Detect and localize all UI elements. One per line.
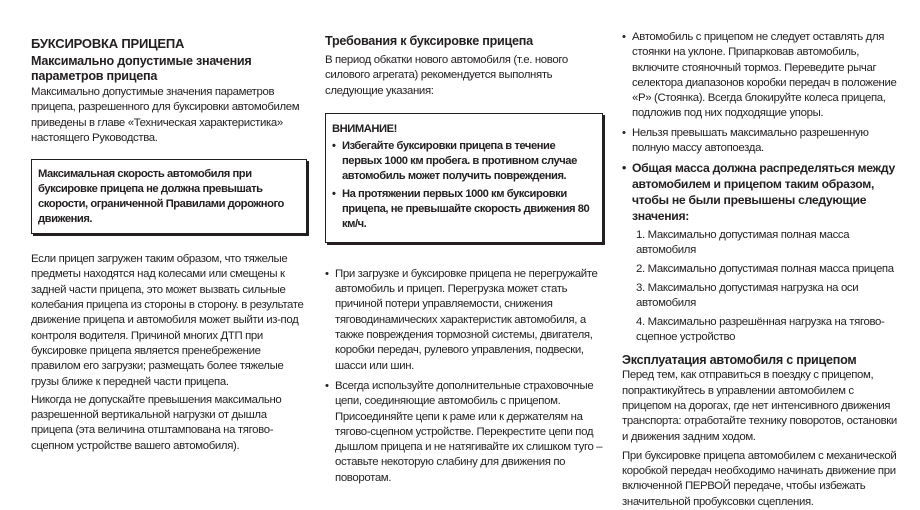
- list-item: • Общая масса должна распределяться между автомобилем и прицепом таким образом, чтобы не были превышены следующие значения:: [622, 161, 895, 224]
- numbered-list: [622, 228, 898, 345]
- list-item: • Всегда используйте дополнительные страховочные цепи, соединяющие автомобиль с прицепом. Присоединяйте цепи к раме или к держателям на тягово-сцепном устройстве. Перекрестите цепи под дышлом прицепа и не натягивайте их слишком туго – оставьте некоторую слабину для движения по поворотам.: [325, 379, 603, 484]
- list-item: • Нельзя превышать максимально разрешенную полную массу автопоезда.: [622, 126, 869, 155]
- bullet-icon: •: [622, 31, 626, 43]
- requirements-heading: Требования к буксировке прицепа: [325, 34, 533, 48]
- bullet-icon: •: [622, 126, 626, 139]
- bullet-icon: •: [332, 139, 336, 152]
- warning-title: ВНИМАНИЕ!: [332, 122, 397, 135]
- numbered-item: 4. Максимально разрешённая нагрузка на тягово-сцепное устройство: [636, 316, 885, 344]
- warning-item: • Избегайте буксировки прицепа в течение первых 1000 км пробега. в противном случае автомобиль может получить повреждения.: [332, 139, 577, 182]
- numbered-item: 1. Максимально допустимая полная масса автомобиля: [636, 229, 850, 257]
- bullet-icon: •: [622, 161, 626, 176]
- list-item: • При загрузке и буксировке прицепа не перегружайте автомобиль и прицеп. Перегрузка может стать причиной потери управляемости, снижения тяговодинамических характеристик автомобиля, а также повреждения тормозной системы, двигателя, коробки передач, рулевого управления, подвески, шасси или шин.: [325, 267, 598, 372]
- warning-box: [325, 113, 603, 243]
- loading-paragraph: Если прицеп загружен таким образом, что тяжелые предметы находятся над колесами или смещены к задней части прицепа, это может вызвать сильные колебания прицепа из стороны в сторону. в результате движение прицепа и автомобиля может выйти из-под контроля водителя. Причиной многих ДТП при буксировке прицепа является пренебрежение правилом его загрузки; размещать более тяжелые грузы ближе к передней части прицепа.: [31, 253, 304, 388]
- column-right: [622, 30, 898, 510]
- manual-gearbox-paragraph: При буксировке прицепа автомобилем с механической коробкой передач необходимо начинать движение при включенной ПЕРВОЙ передаче, чтобы избежать значительной пробуксовки сцепления.: [622, 449, 897, 508]
- warning-item: • На протяжении первых 1000 км буксировки прицепа, не превышайте скорость движения 80 км/ч.: [332, 187, 590, 230]
- speed-notice-text: Максимальная скорость автомобиля при буксировке прицепа не должна превышать скорости, ограниченной Правилами дорожного движения.: [38, 168, 284, 226]
- subsection-title: Максимально допустимые значения параметров прицепа: [31, 54, 252, 83]
- numbered-item: 2. Максимально допустимая полная масса прицепа: [636, 263, 894, 276]
- numbered-item: 3. Максимально допустимая нагрузка на оси автомобиля: [636, 282, 859, 310]
- operation-heading: Эксплуатация автомобиля с прицепом: [622, 353, 857, 368]
- requirements-intro: В период обкатки нового автомобиля (т.е. нового силового агрегата) рекомендуется выполнять следующие указания:: [325, 54, 568, 97]
- list-item: • Автомобиль с прицепом не следует оставлять для стоянки на уклоне. Припарковав автомобиль, включите стояночный тормоз. Переведите рычаг селектора диапазонов коробки передач в положение «P» (Стоянка). Всегда блокируйте колеса прицепа, подложив под них подходящие упоры.: [622, 31, 897, 120]
- tongue-load-paragraph: Никогда не допускайте превышения максимально разрешенной вертикальной нагрузки от дышла прицепа (эта величина отштампована на тягово-сцепном устройстве вашего автомобиля).: [31, 393, 282, 452]
- bullet-icon: •: [332, 187, 336, 200]
- column-left: [31, 36, 307, 454]
- bullet-icon: •: [325, 379, 329, 392]
- practice-paragraph: Перед тем, как отправиться в поездку с прицепом, попрактикуйтесь в управлении автомобилем с прицепом на дорогах, где нет интенсивного движения транспорта: отработайте технику поворотов, остановки и движения задним ходом.: [622, 369, 897, 443]
- speed-notice-box: [31, 159, 307, 234]
- bullet-icon: •: [325, 267, 329, 280]
- section-title: БУКСИРОВКА ПРИЦЕПА: [31, 36, 185, 51]
- column-middle: [325, 34, 603, 486]
- intro-paragraph: Максимально допустимые значения параметров прицепа, разрешенного для буксировки автомобилем приведены в главе «Техническая характеристика» настоящего Руководства.: [31, 86, 300, 144]
